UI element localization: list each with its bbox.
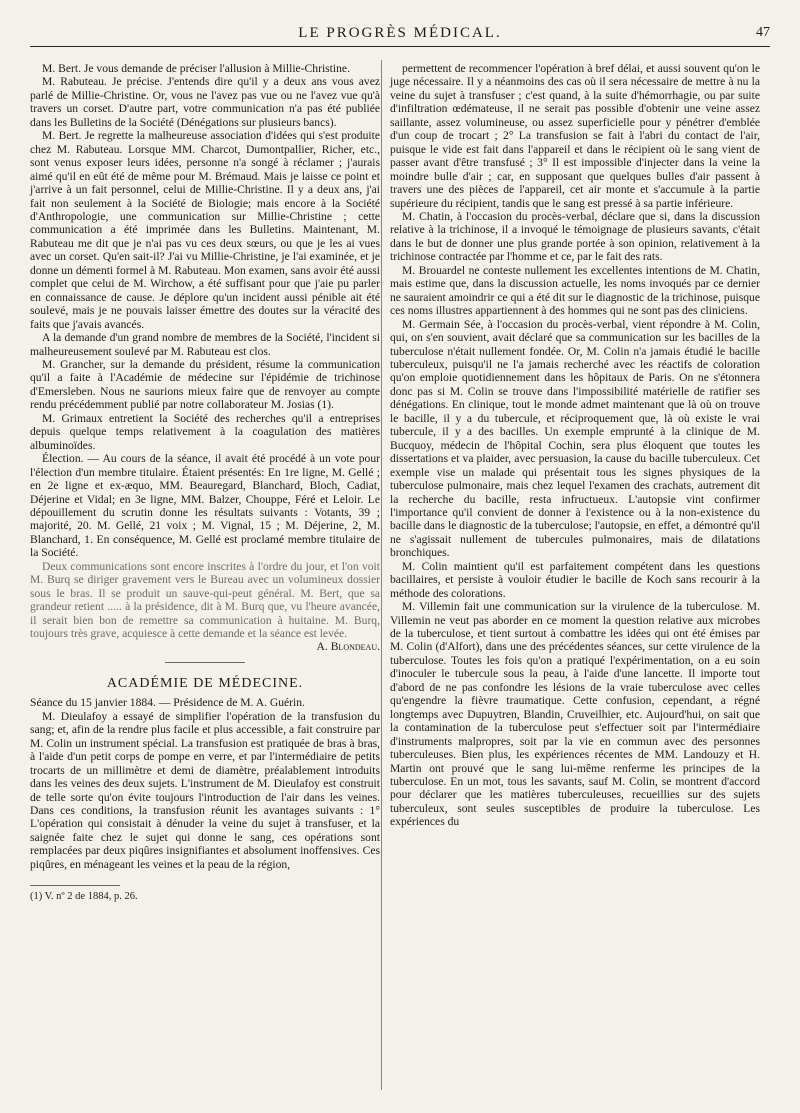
right-column [390, 62, 760, 829]
footnote-rule [30, 885, 120, 886]
page-header [30, 22, 770, 47]
footnote: (1) V. nº 2 de 1884, p. 26. [30, 891, 138, 903]
paragraph: Deux communications sont encore inscrites à l'ordre du jour, et l'on voit M. Burq se diriger gravement vers le Bureau avec un volumineux dossier sous le bras. Il se produit un sauve-qui-peut général. M. Bert, que sa grandeur retient ..... à la présidence, dit à M. Burq que, vu l'heure avancée, il serait bien bon de remettre sa communication à huitaine. M. Burq, toujours très grave, acquiesce à cette demande et la séance est levée. [30, 559, 380, 641]
paragraph: M. Brouardel ne conteste nullement les excellentes intentions de M. Chatin, mais estime que, dans la discussion actuelle, les noms invoqués par ce dernier ne sauraient amoindrir ce qui a été dit sur le diagnostic de la trichinose, puisque ces noms illustres appartiennent à des hommes qui ne sont pas des cliniciens. [390, 263, 760, 318]
section-title: ACADÉMIE DE MÉDECINE. [106, 675, 304, 691]
paragraph: A la demande d'un grand nombre de membres de la Société, l'incident si malheureusement soulevé par M. Rabuteau est clos. [30, 331, 380, 358]
section-separator [165, 662, 245, 663]
paragraph: M. Bert. Je vous demande de préciser l'allusion à Millie-Christine. [42, 62, 350, 75]
paragraph: M. Rabuteau. Je précise. J'entends dire qu'il y a deux ans vous avez parlé de Millie-Christine. Or, vous ne l'avez pas vue ou ne l'avez vue qu'à travers un corset. D'autre part, votre communication n'a pas été publiée dans les Bulletins de la Société (Dénégations sur plusieurs bancs). [30, 75, 380, 129]
paragraph: M. Germain Sée, à l'occasion du procès-verbal, vient répondre à M. Colin, qui, on s'en souvient, avait déclaré que sa communication sur les bacilles de la tuberculose n'était nullement fondée. Or, M. Colin n'a jamais étudié le bacille tuberculeux, puisqu'il ne l'a jamais recherché avec les réactifs de coloration qu'on emploie quotidiennement dans les hôpitaux de Paris. On ne s'étonnera donc pas si M. Colin se trouve dans l'impossibilité matérielle de ratifier ses dénégations. En clinique, tout le monde admet maintenant que là où on trouve le bacille, il y a du tubercule, et réciproquement que, là où existe le vrai tubercule, il y a des bacilles. Un exemple emprunté à la clinique de M. Bucquoy, médecin de l'hôpital Cochin, sera plus éloquent que toutes les dissertations et va plaider, avec persuasion, la cause du bacille tuberculeux. Cet exemple vise un malade qui présentait tous les signes physiques de la tuberculose pulmonaire, mais chez lequel l'examen des crachats, autrement dit la recherche du bacille, resta infructueux. L'autopsie vint confirmer l'importance qu'il convient de donner à l'existence ou à la non-existence du bacille dans le diagnostic de la tuberculose; l'autopsie, en effet, a démontré qu'il ne s'agissait nullement de tubercules pulmonaires, mais de dilatations bronchiques. [390, 317, 760, 560]
column-divider [381, 60, 382, 1090]
journal-title: LE PROGRÈS MÉDICAL. [298, 25, 502, 41]
paragraph: M. Chatin, à l'occasion du procès-verbal, déclare que si, dans la discussion relative à la trichinose, il a invoqué le témoignage de plusieurs savants, c'était dans le but de donner une plus grande portée à son opinion, relativement à la trichinose contractée par l'homme et ce, par le fait des rats. [390, 209, 760, 264]
page-number: 47 [756, 25, 770, 40]
paragraph: Élection. — Au cours de la séance, il avait été procédé à un vote pour l'élection d'un membre titulaire. Étaient présentés: En 1re ligne, M. Gellé ; en 2e ligne et ex-æquo, MM. Beauregard, Blanchard, Bloch, Cadiat, Déjerine et Vidal; en 3e ligne, MM. Balzer, Chouppe, Féré et Leloir. Le dépouillement du scrutin donne les résultats suivants : Votants, 39 ; majorité, 20. M. Gellé, 21 voix ; M. Vignal, 15 ; M. Déjerine, 2, M. Blanchard, 1. En conséquence, M. Gellé est proclamé membre titulaire de la Société. [30, 452, 380, 560]
paragraph: M. Dieulafoy a essayé de simplifier l'opération de la transfusion du sang; et, afin de la rendre plus facile et plus accessible, a fait construire par M. Colin un instrument spécial. La transfusion est pratiquée de bras à bras, à l'aide d'un petit corps de pompe en verre, et par l'intermédiaire de petits trocarts de un millimètre et demi de diamètre, préalablement introduits dans les veines des deux sujets. L'instrument de M. Dieulafoy est construit de telle sorte qu'on évite toujours l'introduction de l'air dans les veines. Dans ces conditions, la transfusion réunit les avantages suivants : 1° L'opération qui consistait à dénuder la veine du sujet à transfuser, et la saignée faite chez le sujet qui donne le sang, ces opérations sont remplacées par deux piqûres insignifiantes et absolument inoffensives. Ces piqûres, en ménageant les veines et la peau de la région, [30, 709, 380, 871]
paragraph: M. Grimaux entretient la Société des recherches qu'il a entreprises depuis quelque temps relativement à la coagulation des matières albuminoïdes. [30, 411, 380, 452]
paragraph: M. Colin maintient qu'il est parfaitement compétent dans les questions bacillaires, et persiste à vouloir étudier le bacille de Koch sans recourir à la méthode des colorations. [390, 559, 760, 600]
session-line: Séance du 15 janvier 1884. — Présidence de M. A. Guérin. [30, 696, 305, 710]
paragraph: M. Villemin fait une communication sur la virulence de la tuberculose. M. Villemin ne veut pas aborder en ce moment la question relative aux microbes de la tuberculose, et tient surtout à combattre les idées qui ont été émises par M. Colin (d'Alfort), dans une des précédentes séances, sur cette virulence de la tuberculose. Toutes les fois qu'on a pratiqué l'expérimentation, on a eu soin d'inoculer le tubercule sous la peau, à l'aide d'une lancette. Il importe tout d'abord de ne pas confondre les lésions de la vraie tuberculose avec celles qu'engendre la fièvre traumatique. Cette confusion, cependant, a régné longtemps avec Dupuytren, Blandin, Cruveilhier, etc. Aujourd'hui, on sait que la contamination de la tuberculose peut s'effectuer soit par l'intermédiaire d'instruments malpropres, soit par la vie en commun avec des personnes tuberculeuses. Bien plus, les expériences récentes de MM. Landouzy et H. Martin ont prouvé que le sang lui-même renferme les principes de la tuberculose. En un mot, tous les savants, sauf M. Colin, se montrent d'accord pour déclarer que les matières tuberculeuses, recueillies sur des sujets tuberculeux, sont seules susceptibles de produire la tuberculose. Les expériences du [390, 600, 760, 829]
paragraph: permettent de recommencer l'opération à bref délai, et aussi souvent qu'on le juge nécessaire. Il y a néanmoins des cas où il sera nécessaire de mettre à nu la veine du sujet à transfuser ; c'est quand, à la suite d'hémorrhagie, ou par suite d'infiltration œdémateuse, il ne serait pas possible d'obtenir une veine assez saillante, assez volumineuse, ou assez superficielle pour y pénétrer d'emblée d'un coup de trocart ; 2° La transfusion se fait à l'abri du contact de l'air, puisque le vide est fait dans l'appareil et dans le récipient où le sang vient de passer avant d'être transfusé ; 3° Il est impossible d'injecter dans la veine la moindre bulle d'air ; car, en supposant que quelques bulles d'air passent à travers une des pièces de l'appareil, cet air monte et s'accumule à la partie supérieure du récipient, tandis que le sang est pressé à sa partie inférieure. [390, 62, 760, 210]
author-signature: A. Blondeau. [316, 640, 380, 654]
paragraph: M. Grancher, sur la demande du président, résume la communication qu'il a faite à l'Académie de médecine sur l'épidémie de trichinose d'Emersleben. Nous ne saurions mieux faire que de renvoyer au compte rendu précédemment publié par notre collaborateur M. Josias (1). [30, 357, 380, 412]
paragraph: M. Bert. Je regrette la malheureuse association d'idées qui s'est produite chez M. Rabuteau. Lorsque MM. Charcot, Dumontpallier, Richer, etc., sont venus exposer leurs idées, personne n'a songé à réclamer ; j'aurais aimé qu'il en eût été de même pour M. Brémaud. Mais je laisse ce point et j'arrive à un fait personnel, celui de Millie-Christine. Il y a deux ans, j'ai fait non seulement à la Société de Biologie; mais encore à la Société d'Anthropologie, une communication sur Millie-Christine ; cette communication a été imprimée dans les Bulletins. Maintenant, M. Rabuteau me dit que je n'ai pas vu ces deux sœurs, ou que je les ai vues avec un corset. Qu'en sait-il? J'ai vu Millie-Christine, je l'ai examinée, et je donne un démenti formel à M. Rabuteau. Mon examen, sans avoir été aussi complet que celui de M. Wirchow, a été suffisant pour que j'aie pu parler en connaissance de cause. Je déplore qu'un incident aussi pénible ait été soulevé, mais je ne pouvais laisser émettre des doutes sur la véracité des faits que j'avais avancés. [30, 129, 380, 331]
left-column [30, 62, 380, 904]
